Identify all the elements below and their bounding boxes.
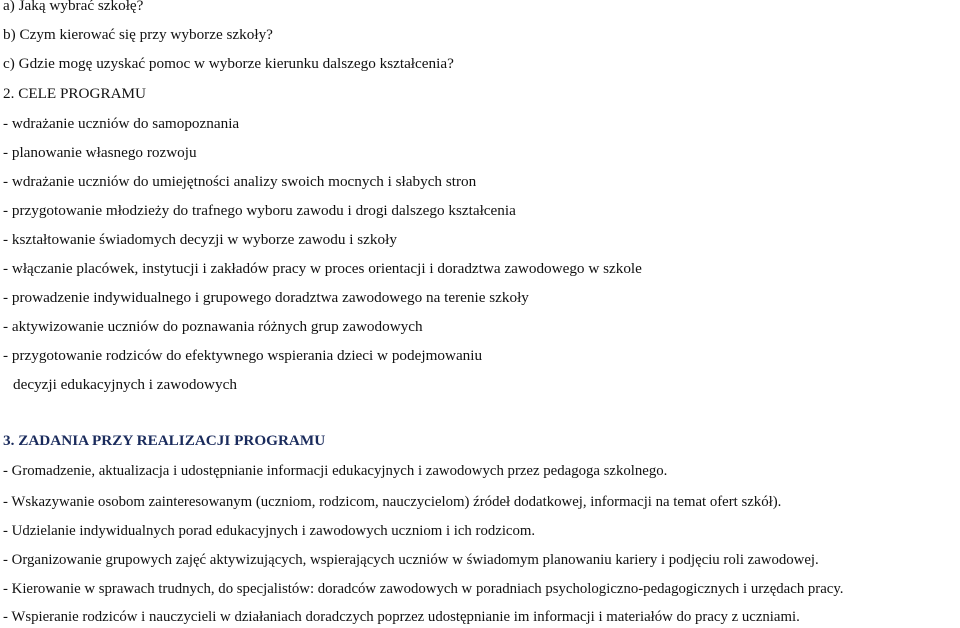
goal-item: - planowanie własnego rozwoju — [3, 144, 197, 161]
question-a: a) Jaką wybrać szkołę? — [3, 0, 144, 14]
goal-item: - kształtowanie świadomych decyzji w wyborze zawodu i szkoły — [3, 231, 397, 248]
task-item: - Wskazywanie osobom zainteresowanym (uczniom, rodzicom, nauczycielom) źródeł dodatkowej, informacji na temat ofert szkół). — [3, 494, 782, 510]
task-item: - Kierowanie w sprawach trudnych, do specjalistów: doradców zawodowych w poradniach psychologiczno-pedagogicznych i urzędach pracy. — [3, 581, 844, 597]
task-item: - Gromadzenie, aktualizacja i udostępnianie informacji edukacyjnych i zawodowych przez pedagoga szkolnego. — [3, 463, 668, 479]
goal-item: - przygotowanie młodzieży do trafnego wyboru zawodu i drogi dalszego kształcenia — [3, 202, 516, 219]
question-c: c) Gdzie mogę uzyskać pomoc w wyborze kierunku dalszego kształcenia? — [3, 55, 454, 72]
goal-item: - przygotowanie rodziców do efektywnego wspierania dzieci w podejmowaniu — [3, 347, 483, 364]
task-item: - Udzielanie indywidualnych porad edukacyjnych i zawodowych uczniom i ich rodzicom. — [3, 523, 536, 539]
goal-item: - włączanie placówek, instytucji i zakładów pracy w proces orientacji i doradztwa zawodowego w szkole — [3, 260, 642, 277]
goal-item: - wdrażanie uczniów do samopoznania — [3, 115, 240, 132]
goal-item: - prowadzenie indywidualnego i grupowego doradztwa zawodowego na terenie szkoły — [3, 289, 529, 306]
section-3-heading: 3. ZADANIA PRZY REALIZACJI PROGRAMU — [3, 432, 326, 449]
task-item: - Wspieranie rodziców i nauczycieli w działaniach doradczych poprzez udostępnianie im informacji i materiałów do pracy z uczniami. — [3, 609, 800, 625]
goal-item: - wdrażanie uczniów do umiejętności analizy swoich mocnych i słabych stron — [3, 173, 477, 190]
section-2-heading: 2. CELE PROGRAMU — [3, 85, 147, 102]
goal-item-continuation: decyzji edukacyjnych i zawodowych — [13, 376, 237, 393]
question-b: b) Czym kierować się przy wyborze szkoły? — [3, 26, 273, 43]
goal-item: - aktywizowanie uczniów do poznawania różnych grup zawodowych — [3, 318, 423, 335]
task-item: - Organizowanie grupowych zajęć aktywizujących, wspierających uczniów w świadomym planowaniu kariery i podjęciu roli zawodowej. — [3, 552, 819, 568]
